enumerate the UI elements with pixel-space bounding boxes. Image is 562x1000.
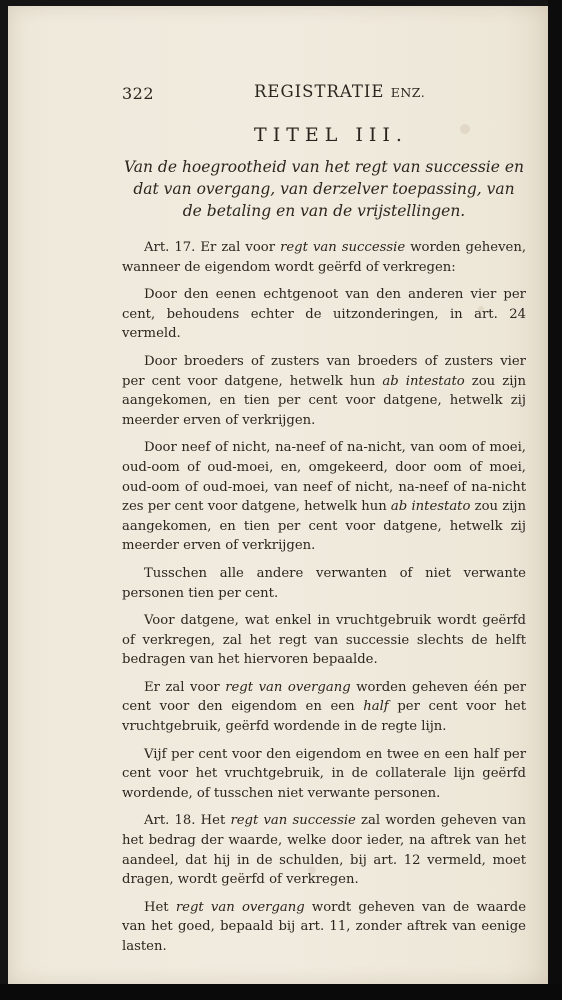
running-head: [122, 78, 526, 106]
scan-border-bottom: [0, 984, 562, 1000]
paragraph-text: zou zijn aangekomen, en tien per cent voor datgene, hetwelk zij meerder erven of verkrijgen.: [122, 499, 526, 554]
paragraph-text: Art. 18. Het: [144, 813, 231, 829]
paragraph: [122, 438, 526, 556]
paragraph-text: worden geheven één per cent voor den eigendom en een: [122, 679, 527, 715]
paragraph: [122, 678, 526, 737]
paragraph-text: Vijf per cent voor den eigendom en twee en een half per cent voor het vruchtgebruik, in de collaterale lijn geërfd wordende, of tusschen niet verwante personen.: [122, 746, 526, 801]
page-content: [122, 78, 526, 957]
heading-line: dat van overgang, van derzelver toepassing, van: [133, 180, 515, 198]
paragraph-text: Er zal voor: [144, 679, 226, 695]
heading-line: Van de hoegrootheid van het regt van successie en: [124, 158, 524, 176]
paragraph-text: Voor datgene, wat enkel in vruchtgebruik wordt geërfd of verkregen, zal het regt van successie slechts de helft bedragen van het hiervoren bepaalde.: [122, 613, 526, 668]
paragraph-emphasis: ab intestato: [382, 373, 465, 389]
paragraph: [122, 898, 526, 957]
paragraph-text: per cent voor het vruchtgebruik, geërfd wordende in de regte lijn.: [122, 699, 526, 735]
running-title: [254, 82, 425, 101]
paragraph: [122, 745, 526, 804]
paragraph-text: zal worden geheven van het bedrag der waarde, welke door ieder, na aftrek van het aandeel, dat hij in de schulden, bij art. 12 vermeld, moet dragen, wordt geërfd of verkregen.: [122, 813, 526, 888]
paragraph-text: Art. 17. Er zal voor: [144, 240, 281, 255]
paragraph-emphasis: ab intestato: [390, 499, 471, 515]
paragraph-emphasis: regt van overgang: [175, 899, 305, 915]
paragraph-emphasis: regt van successie: [230, 813, 356, 829]
paragraph-text: Door neef of nicht, na-neef of na-nicht, van oom of moei, oud-oom of oud-moei, en, omgekeerd, door oom of moei, oud-oom of oud-moei, van neef of nicht, na-neef of na-nicht zes per cent voor datgene, hetwelk hun: [122, 440, 526, 515]
paragraph-text: Door broeders of zusters van broeders of zusters vier per cent voor datgene, hetwelk hun: [122, 353, 526, 389]
heading-line: de betaling en van de vrijstellingen.: [182, 202, 466, 220]
scan-border-right: [548, 0, 562, 1000]
paragraph-art-18: [122, 811, 526, 889]
paragraph-text: zou zijn aangekomen, en tien per cent voor datgene, hetwelk zij meerder erven of verkrijgen.: [122, 373, 526, 428]
paragraph-text: Tusschen alle andere verwanten of niet verwante personen tien per cent.: [122, 565, 526, 601]
section-heading: [122, 156, 526, 222]
paragraph-text: Door den eenen echtgenoot van den anderen vier per cent, behoudens echter de uitzonderingen, in art. 24 vermeld.: [122, 287, 526, 342]
page-number: 322: [122, 84, 155, 103]
paragraph-text: worden geheven, wanneer de eigendom wordt geërfd of verkregen:: [122, 240, 527, 275]
running-title-text: REGISTRATIE: [254, 82, 385, 101]
paragraph-art-17: [122, 238, 526, 277]
paragraph-text: wordt geheven van de waarde van het goed, bepaald bij art. 11, zonder aftrek van eenige lasten.: [122, 899, 527, 954]
paragraph-text: Het: [144, 899, 176, 915]
section-title: TITEL III.: [254, 124, 408, 146]
paragraph: [122, 352, 526, 430]
paragraph-emphasis: regt van overgang: [225, 679, 351, 695]
running-title-suffix: ENZ.: [390, 85, 426, 100]
paragraph-emphasis: regt van successie: [280, 240, 406, 255]
paragraph: [122, 285, 526, 344]
paragraph: [122, 564, 526, 603]
paragraph: [122, 611, 526, 670]
paragraph-emphasis: half: [363, 699, 389, 715]
